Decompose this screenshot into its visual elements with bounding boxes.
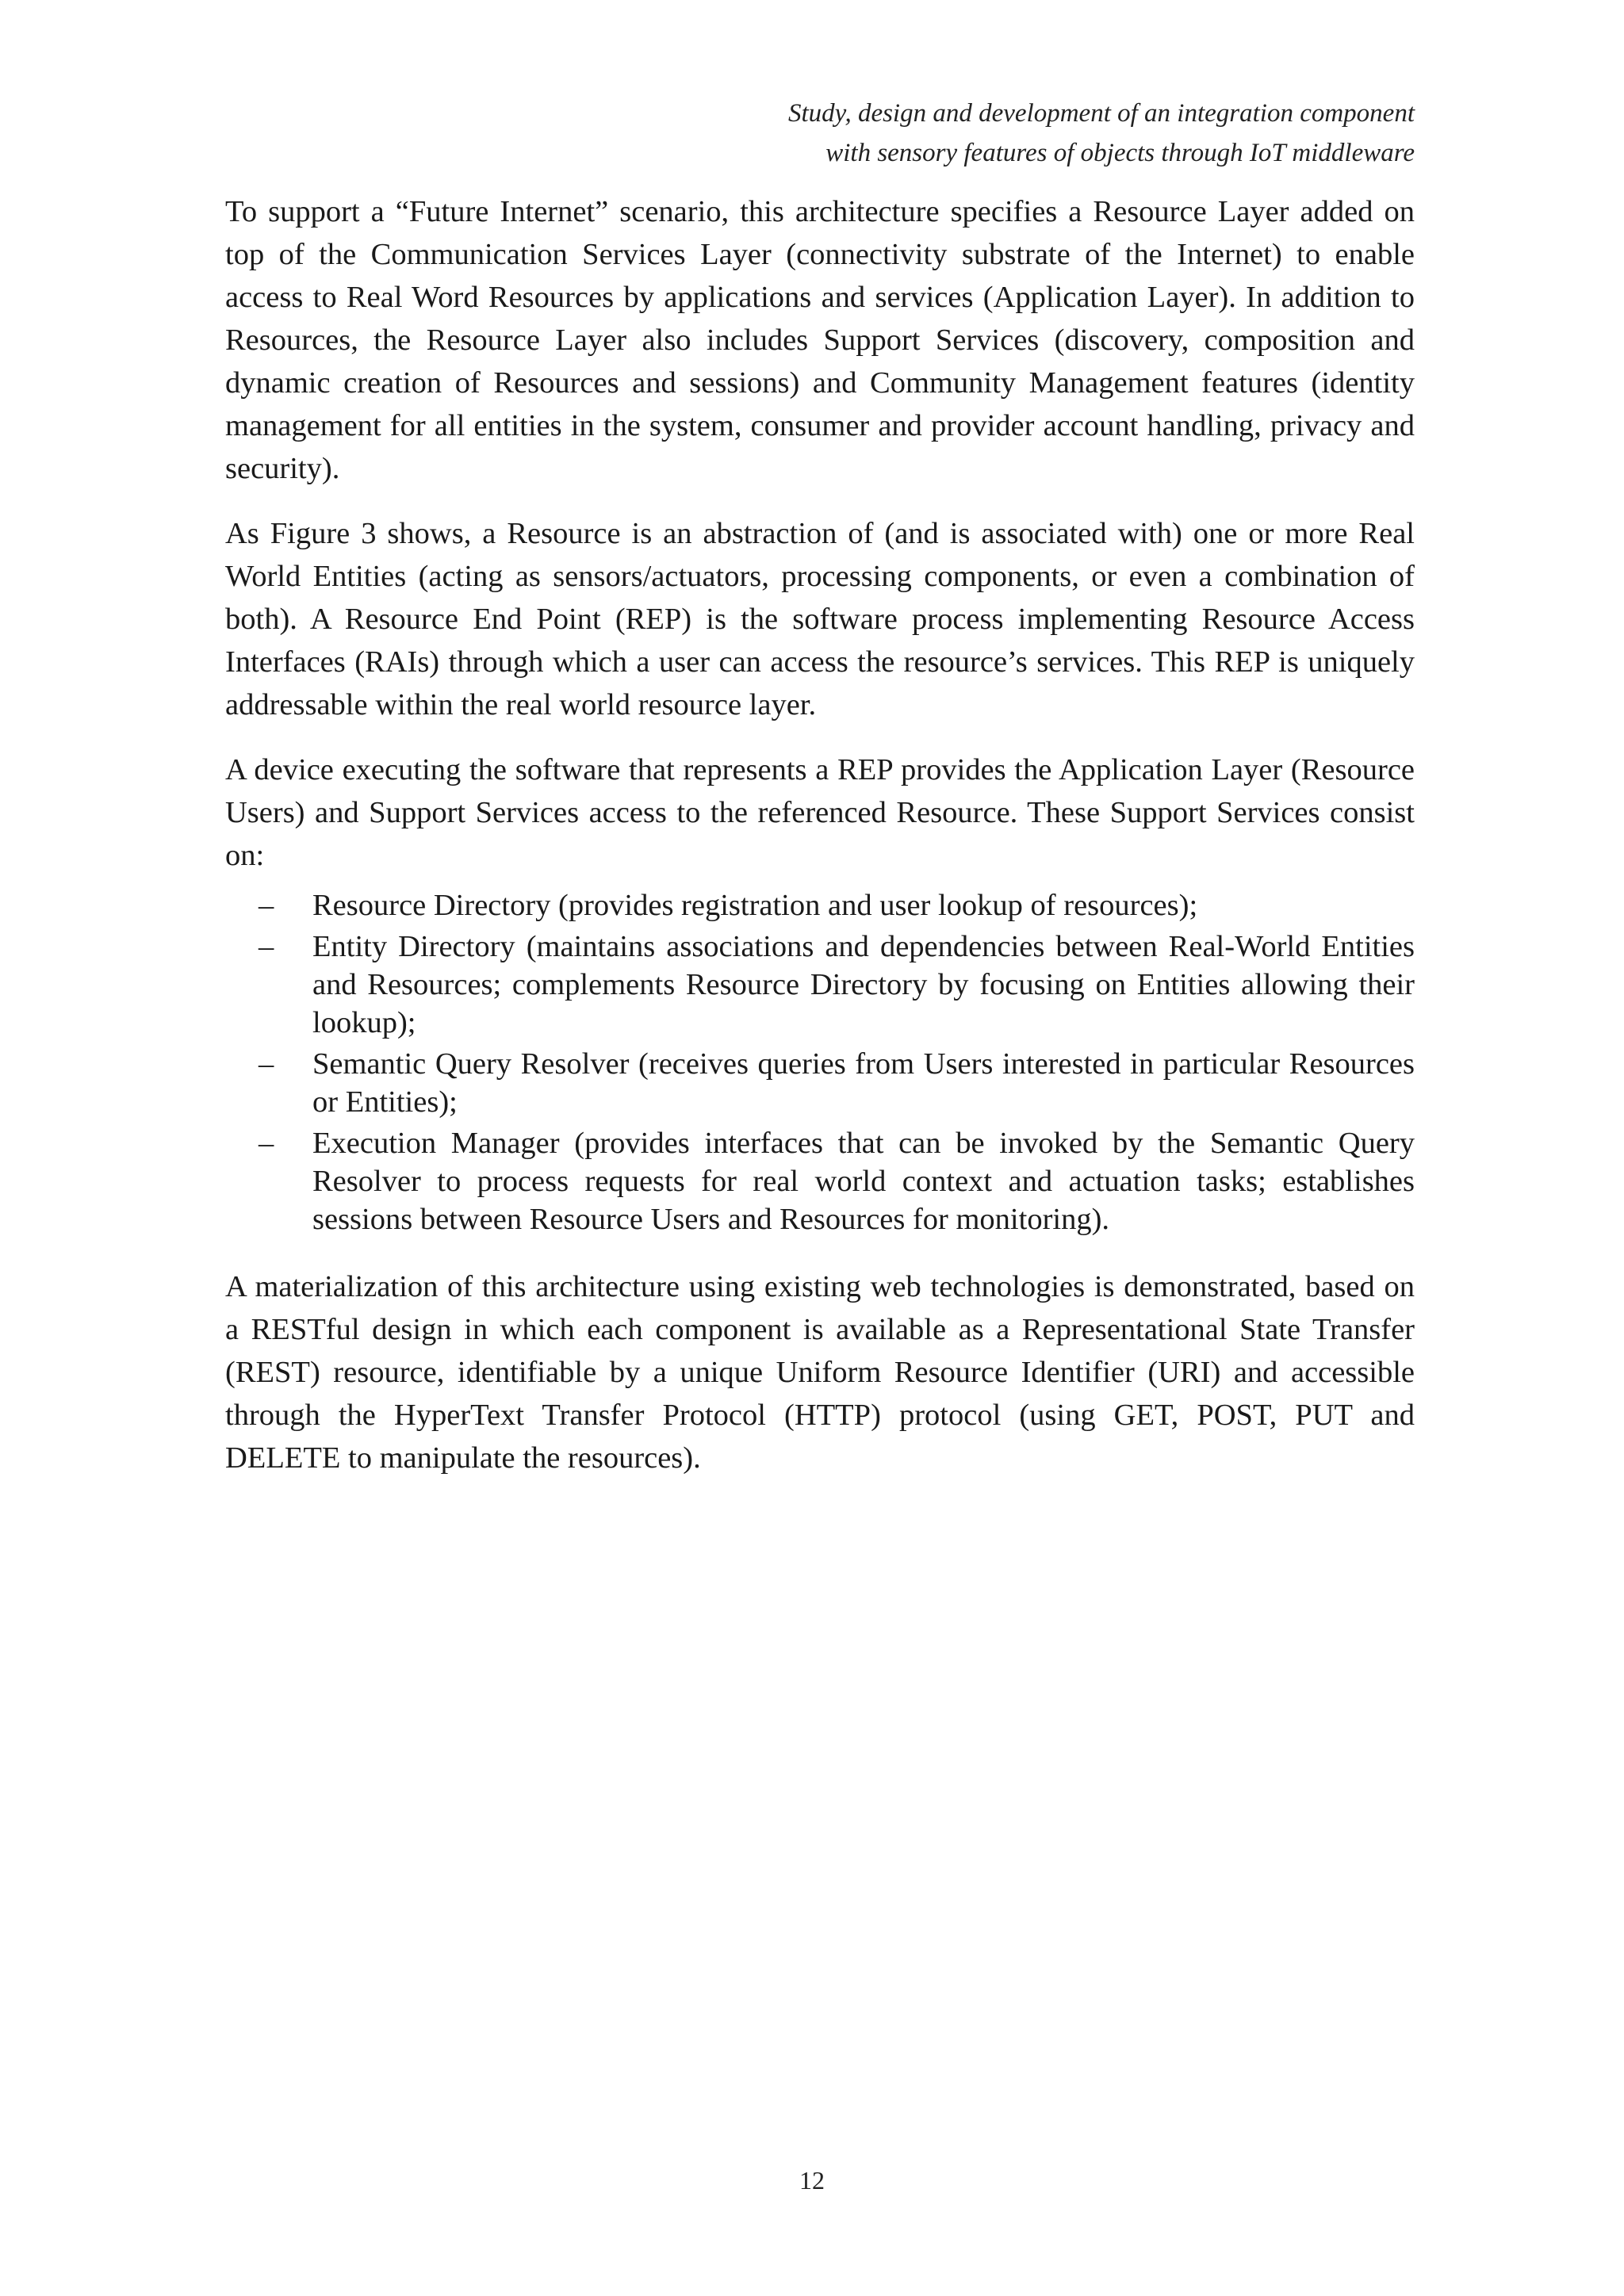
dash-bullet-icon: –: [259, 889, 274, 922]
paragraph-future-internet: To support a “Future Internet” scenario, this architecture specifies a Resource Layer added on top of the Communication Services Layer (connectivity substrate of the Internet) to enable access to Real Word Resources by applications and services (Application Layer). In addition to Resources, the Resource Layer also includes Support Services (discovery, composition and dynamic creation of Resources and sessions) and Community Management features (identity management for all entities in the system, consumer and provider account handling, privacy and security).: [225, 195, 1415, 485]
list-item-text: Entity Directory (maintains associations and dependencies between Real-World Entities and Resources; complements Resource Directory by focusing on Entities allowing their lookup);: [312, 930, 1415, 1039]
list-item: [225, 886, 1415, 924]
dash-bullet-icon: –: [259, 1127, 274, 1160]
running-header-line-2: with sensory features of objects through IoT middleware: [825, 139, 1415, 167]
list-item: [225, 928, 1415, 1042]
body-text: [225, 190, 1415, 1502]
dash-bullet-icon: –: [259, 1047, 274, 1081]
page-number: 12: [799, 2166, 825, 2195]
list-item-text: Resource Directory (provides registration and user lookup of resources);: [312, 889, 1198, 922]
support-services-list: [225, 886, 1415, 1238]
paragraph-support-services: A device executing the software that represents a REP provides the Application Layer (Resource Users) and Support Services access to the referenced Resource. These Support Services consist on:: [225, 753, 1415, 872]
list-item-text: Semantic Query Resolver (receives queries from Users interested in particular Resources or Entities);: [312, 1047, 1415, 1119]
paragraph-resource-abstraction: As Figure 3 shows, a Resource is an abstraction of (and is associated with) one or more Real World Entities (acting as sensors/actuators, processing components, or even a combination of both). A Resource End Point (REP) is the software process implementing Resource Access Interfaces (RAIs) through which a user can access the resource’s services. This REP is uniquely addressable within the real world resource layer.: [225, 517, 1415, 721]
running-header: [225, 94, 1415, 173]
dash-bullet-icon: –: [259, 930, 274, 963]
list-item-text: Execution Manager (provides interfaces that can be invoked by the Semantic Query Resolver to process requests for real world context and actuation tasks; establishes sessions between Resource Users and Resources for monitoring).: [312, 1127, 1415, 1236]
running-header-line-1: Study, design and development of an integration component: [787, 99, 1415, 128]
paragraph-restful-materialization: A materialization of this architecture using existing web technologies is demonstrated, based on a RESTful design in which each component is available as a Representational State Transfer (REST) resource, identifiable by a unique Uniform Resource Identifier (URI) and accessible through the HyperText Transfer Protocol (HTTP) protocol (using GET, POST, PUT and DELETE to manipulate the resources).: [225, 1270, 1415, 1475]
list-item: [225, 1124, 1415, 1238]
list-item: [225, 1045, 1415, 1121]
